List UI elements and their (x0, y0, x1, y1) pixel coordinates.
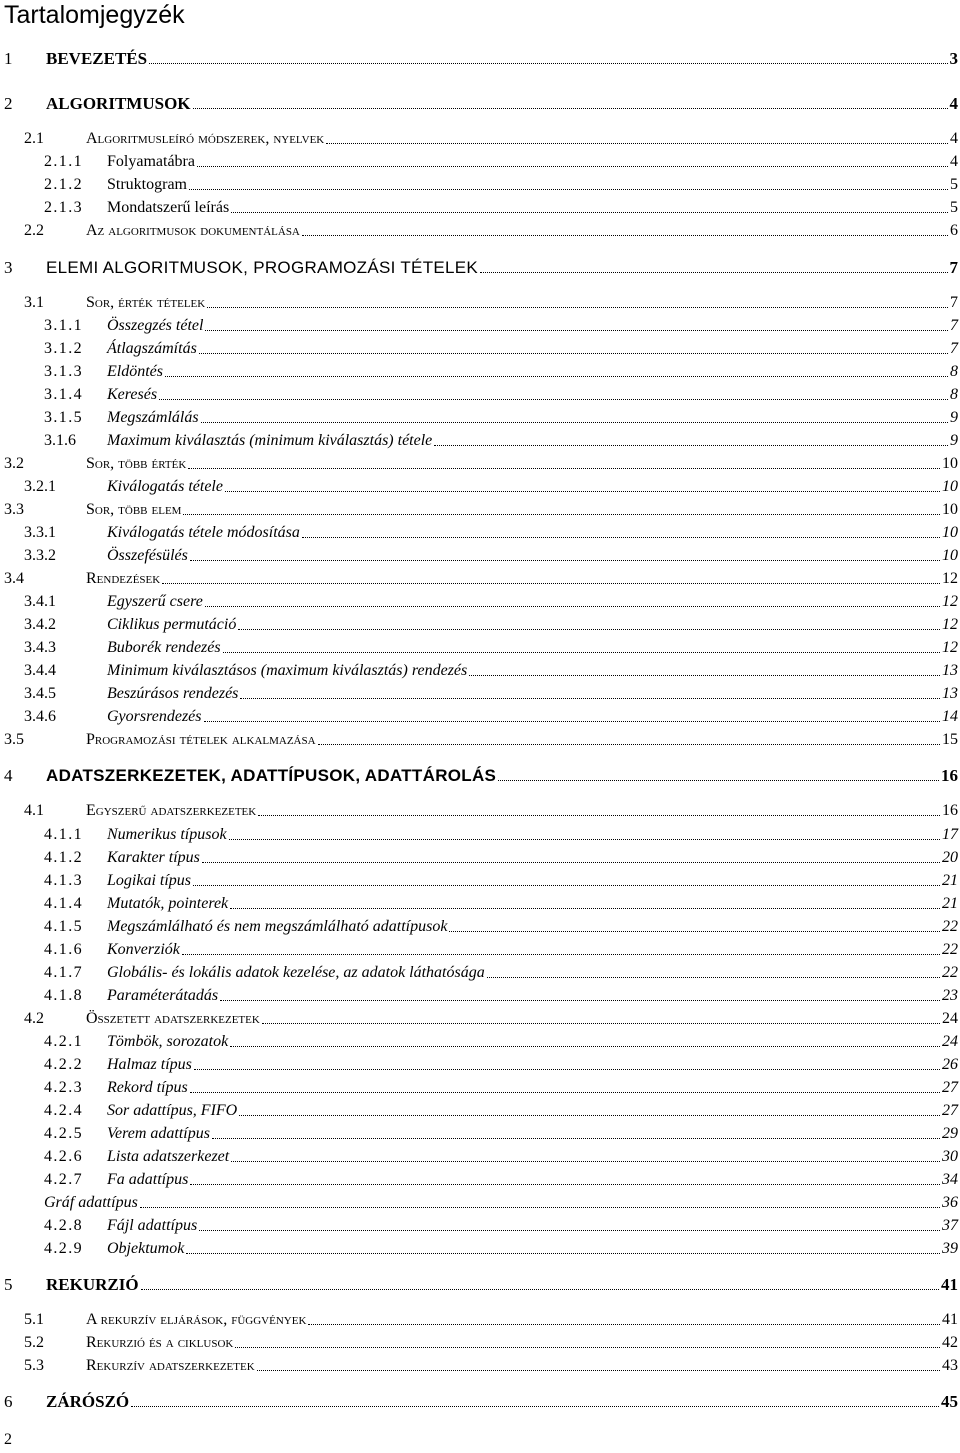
toc-entry-page: 34 (942, 1171, 958, 1188)
toc-entry-title: Paraméterátadás (107, 987, 219, 1004)
toc-entry-page: 22 (942, 918, 958, 935)
toc-entry-page: 27 (942, 1079, 958, 1096)
toc-entry[interactable] (44, 361, 958, 383)
toc-entry-title: Rekord típus (107, 1079, 188, 1096)
toc-entry-title: Egyszerű adatszerkezetek (86, 802, 257, 819)
toc-entry-number: 3.2 (4, 455, 24, 472)
toc-entry[interactable] (44, 384, 958, 406)
toc-entry-number: 3.3.1 (24, 524, 56, 541)
toc-entry[interactable] (24, 637, 958, 659)
toc-entry-page: 5 (950, 199, 958, 216)
toc-entry-number: 3.1.2 (44, 340, 83, 357)
toc-entry-number: 4 (4, 766, 13, 785)
toc-entry-number: 4.1.2 (44, 849, 83, 866)
toc-entry-number: 3.5 (4, 731, 24, 748)
toc-entry-title: Minimum kiválasztásos (maximum kiválasztás) rendezés (107, 662, 468, 679)
dot-leader (326, 143, 948, 144)
dot-leader (257, 1370, 940, 1371)
toc-entry-page: 10 (942, 524, 958, 541)
toc-entry-number: 3.3.2 (24, 547, 56, 564)
dot-leader (193, 108, 948, 109)
toc-entry-number: 3.2.1 (24, 478, 56, 495)
toc-entry-title: A rekurzív eljárások, függvények (86, 1311, 307, 1328)
toc-entry-number: 2.1.1 (44, 153, 83, 170)
toc-entry-title: Programozási tételek alkalmazása (86, 731, 316, 748)
toc-entry-number: 1 (4, 49, 13, 68)
dot-leader (201, 422, 948, 423)
dot-leader (199, 1230, 940, 1231)
toc-entry-page: 24 (942, 1033, 958, 1050)
toc-entry[interactable] (44, 985, 958, 1007)
toc-entry[interactable] (44, 870, 958, 892)
dot-leader (165, 376, 948, 377)
toc-entry-page: 12 (942, 616, 958, 633)
toc-entry-title: Buborék rendezés (107, 639, 221, 656)
toc-entry-title: Beszúrásos rendezés (107, 685, 239, 702)
toc-entry-number: 4.1.6 (44, 941, 83, 958)
dot-leader (212, 1138, 940, 1139)
toc-entry-number: 3.1.1 (44, 317, 83, 334)
toc-entry-page: 23 (942, 987, 958, 1004)
toc-entry-title: Ciklikus permutáció (107, 616, 237, 633)
toc-entry-title: Kiválogatás tétele (107, 478, 223, 495)
dot-leader (205, 606, 940, 607)
toc-entry[interactable] (4, 765, 958, 787)
toc-entry-title: Fájl adattípus (107, 1217, 198, 1234)
dot-leader (449, 931, 940, 932)
toc-entry-number: 4.2.4 (44, 1102, 83, 1119)
dot-leader (190, 560, 940, 561)
toc-entry-page: 12 (942, 570, 958, 587)
toc-entry-title: Összegzés tétel (107, 317, 204, 334)
dot-leader (188, 468, 940, 469)
toc-entry-page: 27 (942, 1102, 958, 1119)
toc-entry-title: Verem adattípus (107, 1125, 210, 1142)
toc-entry-title: BEVEZETÉS (46, 49, 148, 68)
toc-entry-title: Átlagszámítás (107, 340, 197, 357)
dot-leader (434, 445, 948, 446)
toc-entry[interactable] (4, 453, 958, 475)
toc-entry[interactable] (24, 522, 958, 544)
toc-entry[interactable] (44, 1146, 958, 1168)
toc-entry-number: 5.1 (24, 1311, 44, 1328)
toc-entry[interactable] (24, 476, 958, 498)
toc-entry-page: 13 (942, 685, 958, 702)
toc-entry-number: 3 (4, 258, 13, 277)
dot-leader (182, 954, 940, 955)
dot-leader (225, 491, 940, 492)
toc-entry-page: 7 (950, 317, 958, 334)
toc-entry-number: 3.4.4 (24, 662, 56, 679)
toc-entry-page: 12 (942, 639, 958, 656)
toc-entry-number: 2 (4, 94, 13, 113)
dot-leader (131, 1406, 939, 1407)
toc-entry-number: 3.4.5 (24, 685, 56, 702)
toc-entry-number: 4.1.4 (44, 895, 83, 912)
toc-entry[interactable] (24, 545, 958, 567)
toc-title: Tartalomjegyzék (4, 1, 185, 29)
toc-entry[interactable] (44, 1192, 958, 1214)
toc-entry[interactable] (24, 292, 958, 314)
toc-entry[interactable] (4, 568, 958, 590)
dot-leader (262, 1023, 940, 1024)
toc-entry[interactable] (44, 916, 958, 938)
toc-entry-number: 4.2.7 (44, 1171, 83, 1188)
toc-entry-title: Megszámlálható és nem megszámlálható adattípusok (107, 918, 448, 935)
toc-entry-page: 30 (942, 1148, 958, 1165)
toc-entry-page: 41 (942, 1311, 958, 1328)
dot-leader (258, 815, 940, 816)
dot-leader (231, 1161, 940, 1162)
toc-entry[interactable] (24, 1332, 958, 1354)
toc-entry-title: Összetett adatszerkezetek (86, 1010, 260, 1027)
toc-entry-number: 4.1.5 (44, 918, 83, 935)
dot-leader (159, 399, 948, 400)
toc-entry-title: Objektumok (107, 1240, 185, 1257)
dot-leader (231, 212, 948, 213)
toc-entry-page: 13 (942, 662, 958, 679)
toc-entry-page: 26 (942, 1056, 958, 1073)
dot-leader (141, 1289, 939, 1290)
toc-entry-page: 4 (950, 153, 958, 170)
toc-entry-title: Keresés (107, 386, 158, 403)
dot-leader (238, 629, 940, 630)
toc-entry-number: 3.4.6 (24, 708, 56, 725)
toc-entry[interactable] (4, 48, 958, 70)
dot-leader (183, 514, 940, 515)
toc-entry[interactable] (4, 93, 958, 115)
toc-entry[interactable] (44, 893, 958, 915)
toc-entry-title: Folyamatábra (107, 153, 195, 170)
toc-entry-title: Gyorsrendezés (107, 708, 202, 725)
toc-entry[interactable] (44, 1238, 958, 1260)
toc-entry-page: 6 (950, 222, 958, 239)
dot-leader (498, 780, 939, 781)
toc-entry-number: 3.1.3 (44, 363, 83, 380)
toc-entry[interactable] (24, 128, 958, 150)
toc-entry-number: 2.1 (24, 130, 44, 147)
toc-entry[interactable] (44, 1123, 958, 1145)
toc-entry-page: 8 (950, 363, 958, 380)
dot-leader (194, 1069, 940, 1070)
toc-entry-title: Az algoritmusok dokumentálása (86, 222, 300, 239)
dot-leader (190, 1092, 940, 1093)
toc-entry-title: Maximum kiválasztás (minimum kiválasztás) tétele (107, 432, 433, 449)
toc-entry[interactable] (24, 1008, 958, 1030)
toc-entry-number: 2.2 (24, 222, 44, 239)
toc-entry-number: 4.2.3 (44, 1079, 83, 1096)
toc-entry-number: 2.1.2 (44, 176, 83, 193)
toc-entry-number: 3.1 (24, 294, 44, 311)
toc-entry-title: Struktogram (107, 176, 187, 193)
toc-entry[interactable] (44, 315, 958, 337)
toc-entry-page: 22 (942, 964, 958, 981)
toc-entry[interactable] (44, 151, 958, 173)
toc-entry-number: 4.2.6 (44, 1148, 83, 1165)
toc-entry[interactable] (44, 824, 958, 846)
toc-entry[interactable] (44, 1054, 958, 1076)
toc-entry[interactable] (44, 338, 958, 360)
toc-entry-title: Mondatszerű leírás (107, 199, 230, 216)
toc-entry-title: Tömbök, sorozatok (107, 1033, 229, 1050)
toc-entry[interactable] (44, 430, 958, 452)
toc-entry-number: 3.1.5 (44, 409, 83, 426)
toc-entry-number: 5 (4, 1275, 13, 1294)
dot-leader (469, 675, 940, 676)
toc-entry-page: 9 (950, 432, 958, 449)
toc-entry-title: Konverziók (107, 941, 180, 958)
dot-leader (190, 1184, 940, 1185)
toc-entry[interactable] (24, 1309, 958, 1331)
dot-leader (197, 166, 948, 167)
toc-entry-page: 42 (942, 1334, 958, 1351)
toc-entry-page: 4 (950, 130, 958, 147)
toc-entry-title: Megszámlálás (107, 409, 199, 426)
toc-entry-title: Halmaz típus (107, 1056, 192, 1073)
toc-entry-title: ADATSZERKEZETEK, ADATTÍPUSOK, ADATTÁROLÁS (46, 766, 497, 785)
toc-entry-page: 39 (942, 1240, 958, 1257)
toc-entry-title: Összefésülés (107, 547, 188, 564)
toc-entry-title: ELEMI ALGORITMUSOK, PROGRAMOZÁSI TÉTELEK (46, 258, 479, 277)
dot-leader (302, 235, 948, 236)
toc-entry-title: Karakter típus (107, 849, 200, 866)
toc-entry-title: ALGORITMUSOK (46, 94, 191, 113)
dot-leader (480, 272, 947, 273)
toc-entry[interactable] (24, 683, 958, 705)
toc-entry[interactable] (4, 1274, 958, 1296)
toc-entry[interactable] (24, 660, 958, 682)
toc-entry-page: 10 (942, 501, 958, 518)
toc-entry-number: 3.4.2 (24, 616, 56, 633)
dot-leader (223, 652, 940, 653)
toc-entry-title: Egyszerű csere (107, 593, 203, 610)
toc-entry-page: 4 (949, 94, 958, 113)
toc-entry-page: 8 (950, 386, 958, 403)
toc-entry-number: 2.1.3 (44, 199, 83, 216)
toc-entry-title: Eldöntés (107, 363, 163, 380)
toc-entry-number: 4.1.8 (44, 987, 83, 1004)
toc-entry-title: Rendezések (86, 570, 161, 587)
dot-leader (202, 862, 940, 863)
toc-entry-page: 20 (942, 849, 958, 866)
toc-entry[interactable] (24, 800, 958, 822)
toc-entry-title: Algoritmusleíró módszerek, nyelvek (86, 130, 325, 147)
toc-entry[interactable] (24, 1355, 958, 1377)
dot-leader (230, 1046, 940, 1047)
toc-entry-number: 5.2 (24, 1334, 44, 1351)
toc-entry-number: 4.2.2 (44, 1056, 83, 1073)
toc-entry-page: 15 (942, 731, 958, 748)
toc-entry-page: 37 (942, 1217, 958, 1234)
dot-leader (193, 885, 940, 886)
toc-entry-page: 12 (942, 593, 958, 610)
toc-entry-page: 21 (942, 872, 958, 889)
toc-entry-number: 4.1 (24, 802, 44, 819)
dot-leader (230, 908, 940, 909)
toc-entry-page: 16 (941, 766, 958, 785)
toc-entry-page: 16 (942, 802, 958, 819)
toc-entry[interactable] (44, 939, 958, 961)
toc-entry-page: 3 (949, 49, 958, 68)
toc-entry-title: Lista adatszerkezet (107, 1148, 230, 1165)
toc-entry[interactable] (4, 1391, 958, 1413)
toc-entry-page: 41 (941, 1275, 958, 1294)
dot-leader (149, 63, 947, 64)
dot-leader (207, 307, 948, 308)
toc-entry-title: Sor adattípus, FIFO (107, 1102, 238, 1119)
dot-leader (239, 1115, 940, 1116)
toc-entry[interactable] (4, 257, 958, 279)
toc-entry[interactable] (44, 1031, 958, 1053)
toc-entry-title: Globális- és lokális adatok kezelése, az adatok láthatósága (107, 964, 485, 981)
toc-entry-page: 24 (942, 1010, 958, 1027)
dot-leader (204, 721, 941, 722)
dot-leader (229, 839, 940, 840)
toc-entry-page: 45 (941, 1392, 958, 1411)
toc-entry-number: 3.4.1 (24, 593, 56, 610)
toc-entry-page: 10 (942, 478, 958, 495)
toc-entry-number: 4.2.5 (44, 1125, 83, 1142)
toc-entry-title: Numerikus típusok (107, 826, 227, 843)
toc-entry-title: Sor, több érték (86, 455, 187, 472)
toc-entry-title: Logikai típus (107, 872, 192, 889)
toc-entry[interactable] (24, 706, 958, 728)
toc-entry[interactable] (44, 1169, 958, 1191)
toc-entry-number: 6 (4, 1392, 13, 1411)
toc-entry[interactable] (44, 407, 958, 429)
toc-entry-title: REKURZIÓ (46, 1275, 139, 1294)
toc-entry[interactable] (24, 220, 958, 242)
toc-entry-title: Sor, érték tételek (86, 294, 206, 311)
toc-entry-number: 4.2 (24, 1010, 44, 1027)
toc-entry-title: ZÁRÓSZÓ (46, 1392, 130, 1411)
dot-leader (308, 1324, 940, 1325)
toc-entry-page: 17 (942, 826, 958, 843)
toc-entry-page: 43 (942, 1357, 958, 1374)
toc-entry-number: 4.2.8 (44, 1217, 83, 1234)
toc-entry-page: 10 (942, 455, 958, 472)
toc-entry[interactable] (24, 591, 958, 613)
toc-entry-number: 3.4.3 (24, 639, 56, 656)
dot-leader (487, 977, 940, 978)
toc-entry-page: 7 (950, 294, 958, 311)
toc-entry[interactable] (44, 1100, 958, 1122)
toc-entry[interactable] (44, 174, 958, 196)
dot-leader (240, 698, 940, 699)
toc-entry[interactable] (44, 962, 958, 984)
toc-entry-title: Kiválogatás tétele módosítása (107, 524, 300, 541)
toc-entry[interactable] (44, 1077, 958, 1099)
toc-entry-page: 5 (950, 176, 958, 193)
toc-entry-page: 14 (942, 708, 958, 725)
toc-entry[interactable] (4, 499, 958, 521)
toc-entry-title: Sor, több elem (86, 501, 182, 518)
dot-leader (162, 583, 940, 584)
toc-entry-title: Rekurzió és a ciklusok (86, 1334, 234, 1351)
dot-leader (140, 1207, 940, 1208)
dot-leader (302, 537, 940, 538)
toc-entry-page: 21 (942, 895, 958, 912)
toc-entry-number: 4.1.3 (44, 872, 83, 889)
toc-entry[interactable] (44, 847, 958, 869)
toc-entry-number: 3.4 (4, 570, 24, 587)
toc-entry-number: 3.1.4 (44, 386, 83, 403)
toc-entry[interactable] (4, 729, 958, 751)
toc-entry-title: Gráf adattípus (44, 1194, 138, 1211)
dot-leader (235, 1347, 940, 1348)
toc-entry-number: 4.1.1 (44, 826, 83, 843)
toc-entry-page: 9 (950, 409, 958, 426)
toc-entry-title: Fa adattípus (107, 1171, 189, 1188)
dot-leader (220, 1000, 940, 1001)
dot-leader (186, 1253, 940, 1254)
toc-entry[interactable] (44, 1215, 958, 1237)
toc-entry-page: 22 (942, 941, 958, 958)
toc-entry-number: 4.2.1 (44, 1033, 83, 1050)
dot-leader (189, 189, 948, 190)
toc-entry-page: 7 (949, 258, 958, 277)
toc-entry-number: 3.3 (4, 501, 24, 518)
toc-entry-number: 4.1.7 (44, 964, 83, 981)
toc-entry-page: 36 (942, 1194, 958, 1211)
toc-entry[interactable] (44, 197, 958, 219)
dot-leader (318, 744, 940, 745)
dot-leader (205, 330, 948, 331)
page-number: 2 (4, 1431, 12, 1448)
toc-entry[interactable] (24, 614, 958, 636)
toc-entry-title: Mutatók, pointerek (107, 895, 229, 912)
dot-leader (199, 353, 948, 354)
toc-entry-title: Rekurzív adatszerkezetek (86, 1357, 255, 1374)
toc-entry-number: 3.1.6 (44, 432, 76, 449)
toc-entry-number: 5.3 (24, 1357, 44, 1374)
toc-entry-number: 4.2.9 (44, 1240, 83, 1257)
toc-entry-page: 10 (942, 547, 958, 564)
toc-entry-page: 29 (942, 1125, 958, 1142)
toc-entry-page: 7 (950, 340, 958, 357)
